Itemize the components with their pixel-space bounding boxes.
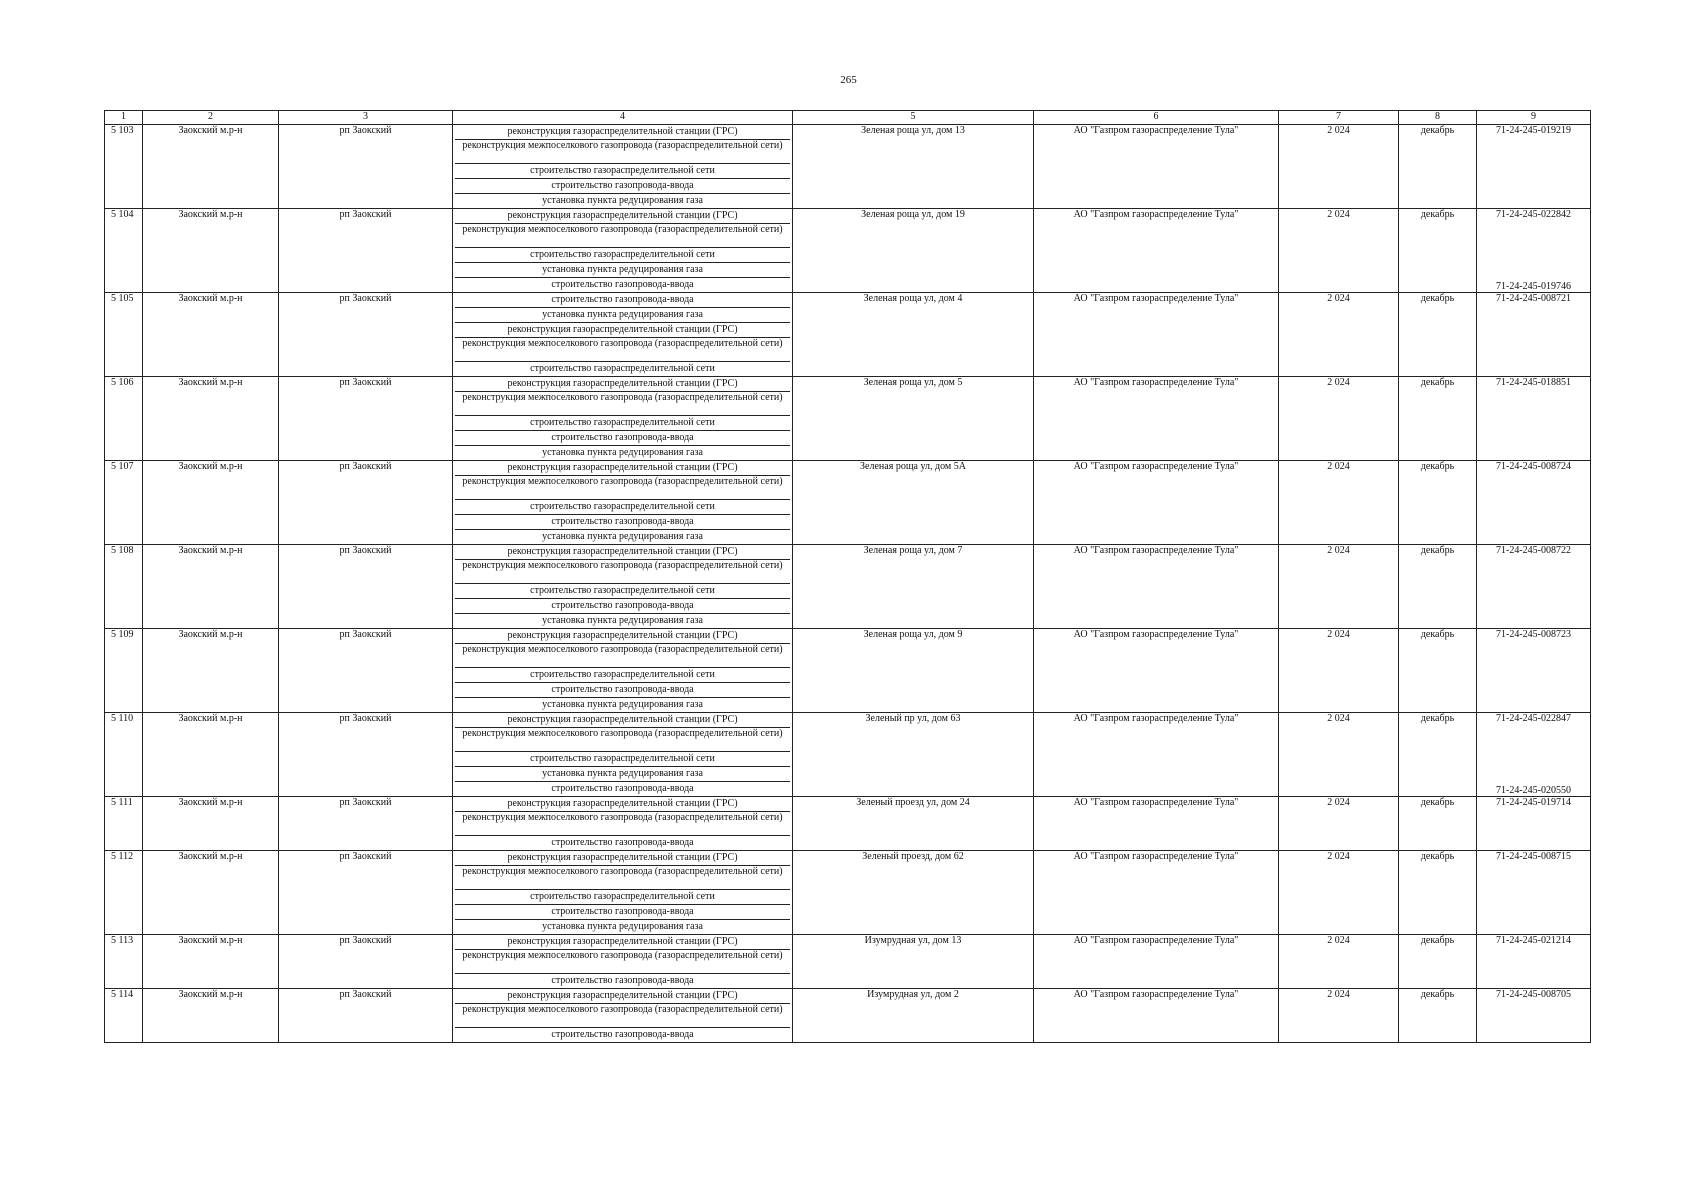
- settlement-cell: рп Заокский: [279, 935, 453, 989]
- table-row: [105, 461, 1591, 545]
- settlement-cell: рп Заокский: [279, 293, 453, 377]
- code-cell: [1477, 629, 1591, 713]
- year-cell: 2 024: [1279, 377, 1399, 461]
- work-item: строительство газопровода-ввода: [455, 973, 790, 988]
- row-number: 5 113: [105, 935, 143, 989]
- year-cell: 2 024: [1279, 797, 1399, 851]
- work-item: строительство газораспределительной сети: [455, 361, 790, 376]
- organization-cell: АО "Газпром газораспределение Тула": [1034, 293, 1279, 377]
- address-cell: Зеленая роща ул, дом 4: [793, 293, 1034, 377]
- work-item: реконструкция газораспределительной станции (ГРС): [507, 798, 738, 809]
- table-row: [105, 935, 1591, 989]
- row-number: 5 112: [105, 851, 143, 935]
- year-cell: 2 024: [1279, 713, 1399, 797]
- district-cell: Заокский м.р-н: [143, 851, 279, 935]
- organization-cell: АО "Газпром газораспределение Тула": [1034, 629, 1279, 713]
- work-item: строительство газопровода-ввода: [455, 430, 790, 445]
- district-cell: Заокский м.р-н: [143, 545, 279, 629]
- code-cell: [1477, 989, 1591, 1043]
- address-cell: Зеленый пр ул, дом 63: [793, 713, 1034, 797]
- work-item: строительство газопровода-ввода: [455, 835, 790, 850]
- works-cell: [453, 377, 793, 461]
- work-item: реконструкция межпоселкового газопровода (газораспределительной сети): [455, 1003, 790, 1027]
- column-header: 1: [105, 111, 143, 125]
- work-item: строительство газопровода-ввода: [455, 781, 790, 796]
- settlement-cell: рп Заокский: [279, 125, 453, 209]
- work-item: установка пункта редуцирования газа: [455, 307, 790, 322]
- table-row: [105, 629, 1591, 713]
- code-cell: [1477, 209, 1591, 293]
- application-code: 71-24-245-008723: [1496, 629, 1571, 640]
- work-item: реконструкция межпоселкового газопровода (газораспределительной сети): [455, 811, 790, 835]
- work-item: строительство газораспределительной сети: [455, 889, 790, 904]
- table-row: [105, 377, 1591, 461]
- work-item: реконструкция газораспределительной станции (ГРС): [507, 546, 738, 557]
- column-header: 7: [1279, 111, 1399, 125]
- code-cell: [1477, 461, 1591, 545]
- table-row: [105, 125, 1591, 209]
- month-cell: декабрь: [1399, 935, 1477, 989]
- table-row: [105, 209, 1591, 293]
- work-item: реконструкция межпоселкового газопровода (газораспределительной сети): [455, 643, 790, 667]
- work-item: реконструкция газораспределительной станции (ГРС): [507, 936, 738, 947]
- month-cell: декабрь: [1399, 545, 1477, 629]
- table-row: [105, 797, 1591, 851]
- column-header: 3: [279, 111, 453, 125]
- application-code: 71-24-245-021214: [1496, 935, 1571, 946]
- table-row: [105, 851, 1591, 935]
- row-number: 5 108: [105, 545, 143, 629]
- address-cell: Зеленая роща ул, дом 5: [793, 377, 1034, 461]
- organization-cell: АО "Газпром газораспределение Тула": [1034, 209, 1279, 293]
- application-code: 71-24-245-022847: [1496, 713, 1571, 724]
- work-item: строительство газопровода-ввода: [455, 904, 790, 919]
- address-cell: Зеленая роща ул, дом 5А: [793, 461, 1034, 545]
- gasification-table: [104, 110, 1591, 1043]
- work-item: реконструкция межпоселкового газопровода (газораспределительной сети): [455, 337, 790, 361]
- application-code: 71-24-245-008721: [1496, 293, 1571, 304]
- month-cell: декабрь: [1399, 989, 1477, 1043]
- work-item: реконструкция газораспределительной станции (ГРС): [507, 990, 738, 1001]
- works-cell: [453, 713, 793, 797]
- work-item: строительство газопровода-ввода: [455, 598, 790, 613]
- work-item: строительство газораспределительной сети: [455, 583, 790, 598]
- work-item: реконструкция межпоселкового газопровода (газораспределительной сети): [455, 865, 790, 889]
- row-number: 5 109: [105, 629, 143, 713]
- year-cell: 2 024: [1279, 935, 1399, 989]
- work-item: реконструкция межпоселкового газопровода (газораспределительной сети): [455, 391, 790, 415]
- column-header: 2: [143, 111, 279, 125]
- row-number: 5 111: [105, 797, 143, 851]
- work-item: реконструкция газораспределительной станции (ГРС): [455, 322, 790, 337]
- table-row: [105, 989, 1591, 1043]
- row-number: 5 104: [105, 209, 143, 293]
- district-cell: Заокский м.р-н: [143, 935, 279, 989]
- work-item: установка пункта редуцирования газа: [455, 766, 790, 781]
- settlement-cell: рп Заокский: [279, 461, 453, 545]
- district-cell: Заокский м.р-н: [143, 461, 279, 545]
- district-cell: Заокский м.р-н: [143, 125, 279, 209]
- organization-cell: АО "Газпром газораспределение Тула": [1034, 461, 1279, 545]
- district-cell: Заокский м.р-н: [143, 293, 279, 377]
- column-header: 8: [1399, 111, 1477, 125]
- works-cell: [453, 629, 793, 713]
- work-item: реконструкция газораспределительной станции (ГРС): [507, 630, 738, 641]
- district-cell: Заокский м.р-н: [143, 989, 279, 1043]
- organization-cell: АО "Газпром газораспределение Тула": [1034, 797, 1279, 851]
- organization-cell: АО "Газпром газораспределение Тула": [1034, 545, 1279, 629]
- year-cell: 2 024: [1279, 989, 1399, 1043]
- column-number-row: [105, 111, 1591, 125]
- code-cell: [1477, 377, 1591, 461]
- work-item: реконструкция межпоселкового газопровода (газораспределительной сети): [455, 475, 790, 499]
- settlement-cell: рп Заокский: [279, 209, 453, 293]
- work-item: установка пункта редуцирования газа: [455, 445, 790, 460]
- district-cell: Заокский м.р-н: [143, 377, 279, 461]
- month-cell: декабрь: [1399, 293, 1477, 377]
- year-cell: 2 024: [1279, 125, 1399, 209]
- organization-cell: АО "Газпром газораспределение Тула": [1034, 851, 1279, 935]
- application-code: 71-24-245-008722: [1496, 545, 1571, 556]
- work-item: реконструкция газораспределительной станции (ГРС): [507, 852, 738, 863]
- work-item: строительство газораспределительной сети: [455, 667, 790, 682]
- column-header: 6: [1034, 111, 1279, 125]
- address-cell: Зеленая роща ул, дом 19: [793, 209, 1034, 293]
- application-code: 71-24-245-019714: [1496, 797, 1571, 808]
- work-item: строительство газораспределительной сети: [455, 499, 790, 514]
- work-item: установка пункта редуцирования газа: [455, 919, 790, 934]
- column-header: 4: [453, 111, 793, 125]
- settlement-cell: рп Заокский: [279, 797, 453, 851]
- work-item: реконструкция газораспределительной станции (ГРС): [507, 714, 738, 725]
- application-code: 71-24-245-022842: [1496, 209, 1571, 220]
- organization-cell: АО "Газпром газораспределение Тула": [1034, 377, 1279, 461]
- month-cell: декабрь: [1399, 629, 1477, 713]
- table-row: [105, 545, 1591, 629]
- settlement-cell: рп Заокский: [279, 629, 453, 713]
- code-cell: [1477, 935, 1591, 989]
- month-cell: декабрь: [1399, 461, 1477, 545]
- work-item: установка пункта редуцирования газа: [455, 613, 790, 628]
- work-item: реконструкция межпоселкового газопровода (газораспределительной сети): [455, 559, 790, 583]
- address-cell: Зеленая роща ул, дом 9: [793, 629, 1034, 713]
- application-code: 71-24-245-018851: [1496, 377, 1571, 388]
- work-item: реконструкция межпоселкового газопровода (газораспределительной сети): [455, 139, 790, 163]
- work-item: строительство газопровода-ввода: [455, 1027, 790, 1042]
- row-number: 5 105: [105, 293, 143, 377]
- work-item: реконструкция межпоселкового газопровода (газораспределительной сети): [455, 223, 790, 247]
- row-number: 5 114: [105, 989, 143, 1043]
- work-item: установка пункта редуцирования газа: [455, 697, 790, 712]
- address-cell: Зеленая роща ул, дом 7: [793, 545, 1034, 629]
- application-code: 71-24-245-020550: [1496, 785, 1571, 796]
- column-header: 9: [1477, 111, 1591, 125]
- works-cell: [453, 989, 793, 1043]
- work-item: строительство газопровода-ввода: [551, 294, 694, 305]
- work-item: реконструкция газораспределительной станции (ГРС): [507, 462, 738, 473]
- month-cell: декабрь: [1399, 377, 1477, 461]
- works-cell: [453, 797, 793, 851]
- code-cell: [1477, 713, 1591, 797]
- application-code: 71-24-245-008705: [1496, 989, 1571, 1000]
- work-item: строительство газораспределительной сети: [455, 163, 790, 178]
- district-cell: Заокский м.р-н: [143, 629, 279, 713]
- work-item: реконструкция газораспределительной станции (ГРС): [507, 378, 738, 389]
- column-header: 5: [793, 111, 1034, 125]
- code-cell: [1477, 545, 1591, 629]
- district-cell: Заокский м.р-н: [143, 713, 279, 797]
- district-cell: Заокский м.р-н: [143, 209, 279, 293]
- organization-cell: АО "Газпром газораспределение Тула": [1034, 989, 1279, 1043]
- organization-cell: АО "Газпром газораспределение Тула": [1034, 125, 1279, 209]
- month-cell: декабрь: [1399, 713, 1477, 797]
- settlement-cell: рп Заокский: [279, 989, 453, 1043]
- table-row: [105, 293, 1591, 377]
- work-item: строительство газопровода-ввода: [455, 682, 790, 697]
- year-cell: 2 024: [1279, 851, 1399, 935]
- year-cell: 2 024: [1279, 629, 1399, 713]
- district-cell: Заокский м.р-н: [143, 797, 279, 851]
- work-item: реконструкция межпоселкового газопровода (газораспределительной сети): [455, 949, 790, 973]
- works-cell: [453, 851, 793, 935]
- year-cell: 2 024: [1279, 545, 1399, 629]
- work-item: установка пункта редуцирования газа: [455, 193, 790, 208]
- address-cell: Изумрудная ул, дом 13: [793, 935, 1034, 989]
- table-body: [105, 125, 1591, 1043]
- work-item: строительство газопровода-ввода: [455, 178, 790, 193]
- work-item: реконструкция газораспределительной станции (ГРС): [507, 210, 738, 221]
- organization-cell: АО "Газпром газораспределение Тула": [1034, 713, 1279, 797]
- code-cell: [1477, 797, 1591, 851]
- settlement-cell: рп Заокский: [279, 545, 453, 629]
- settlement-cell: рп Заокский: [279, 713, 453, 797]
- month-cell: декабрь: [1399, 797, 1477, 851]
- application-code: 71-24-245-008724: [1496, 461, 1571, 472]
- year-cell: 2 024: [1279, 293, 1399, 377]
- work-item: строительство газораспределительной сети: [455, 247, 790, 262]
- works-cell: [453, 125, 793, 209]
- page-number: 265: [840, 74, 857, 86]
- work-item: строительство газопровода-ввода: [455, 277, 790, 292]
- year-cell: 2 024: [1279, 461, 1399, 545]
- code-cell: [1477, 125, 1591, 209]
- row-number: 5 107: [105, 461, 143, 545]
- settlement-cell: рп Заокский: [279, 377, 453, 461]
- settlement-cell: рп Заокский: [279, 851, 453, 935]
- work-item: установка пункта редуцирования газа: [455, 529, 790, 544]
- month-cell: декабрь: [1399, 125, 1477, 209]
- work-item: строительство газораспределительной сети: [455, 415, 790, 430]
- address-cell: Зеленая роща ул, дом 13: [793, 125, 1034, 209]
- work-item: реконструкция межпоселкового газопровода (газораспределительной сети): [455, 727, 790, 751]
- works-cell: [453, 461, 793, 545]
- works-cell: [453, 545, 793, 629]
- row-number: 5 110: [105, 713, 143, 797]
- organization-cell: АО "Газпром газораспределение Тула": [1034, 935, 1279, 989]
- work-item: строительство газопровода-ввода: [455, 514, 790, 529]
- table-row: [105, 713, 1591, 797]
- application-code: 71-24-245-019746: [1496, 281, 1571, 292]
- application-code: 71-24-245-008715: [1496, 851, 1571, 862]
- works-cell: [453, 209, 793, 293]
- row-number: 5 106: [105, 377, 143, 461]
- month-cell: декабрь: [1399, 209, 1477, 293]
- month-cell: декабрь: [1399, 851, 1477, 935]
- code-cell: [1477, 851, 1591, 935]
- code-cell: [1477, 293, 1591, 377]
- address-cell: Зеленый проезд, дом 62: [793, 851, 1034, 935]
- application-code: 71-24-245-019219: [1496, 125, 1571, 136]
- work-item: реконструкция газораспределительной станции (ГРС): [507, 126, 738, 137]
- works-cell: [453, 293, 793, 377]
- address-cell: Зеленый проезд ул, дом 24: [793, 797, 1034, 851]
- work-item: строительство газораспределительной сети: [455, 751, 790, 766]
- work-item: установка пункта редуцирования газа: [455, 262, 790, 277]
- row-number: 5 103: [105, 125, 143, 209]
- works-cell: [453, 935, 793, 989]
- address-cell: Изумрудная ул, дом 2: [793, 989, 1034, 1043]
- year-cell: 2 024: [1279, 209, 1399, 293]
